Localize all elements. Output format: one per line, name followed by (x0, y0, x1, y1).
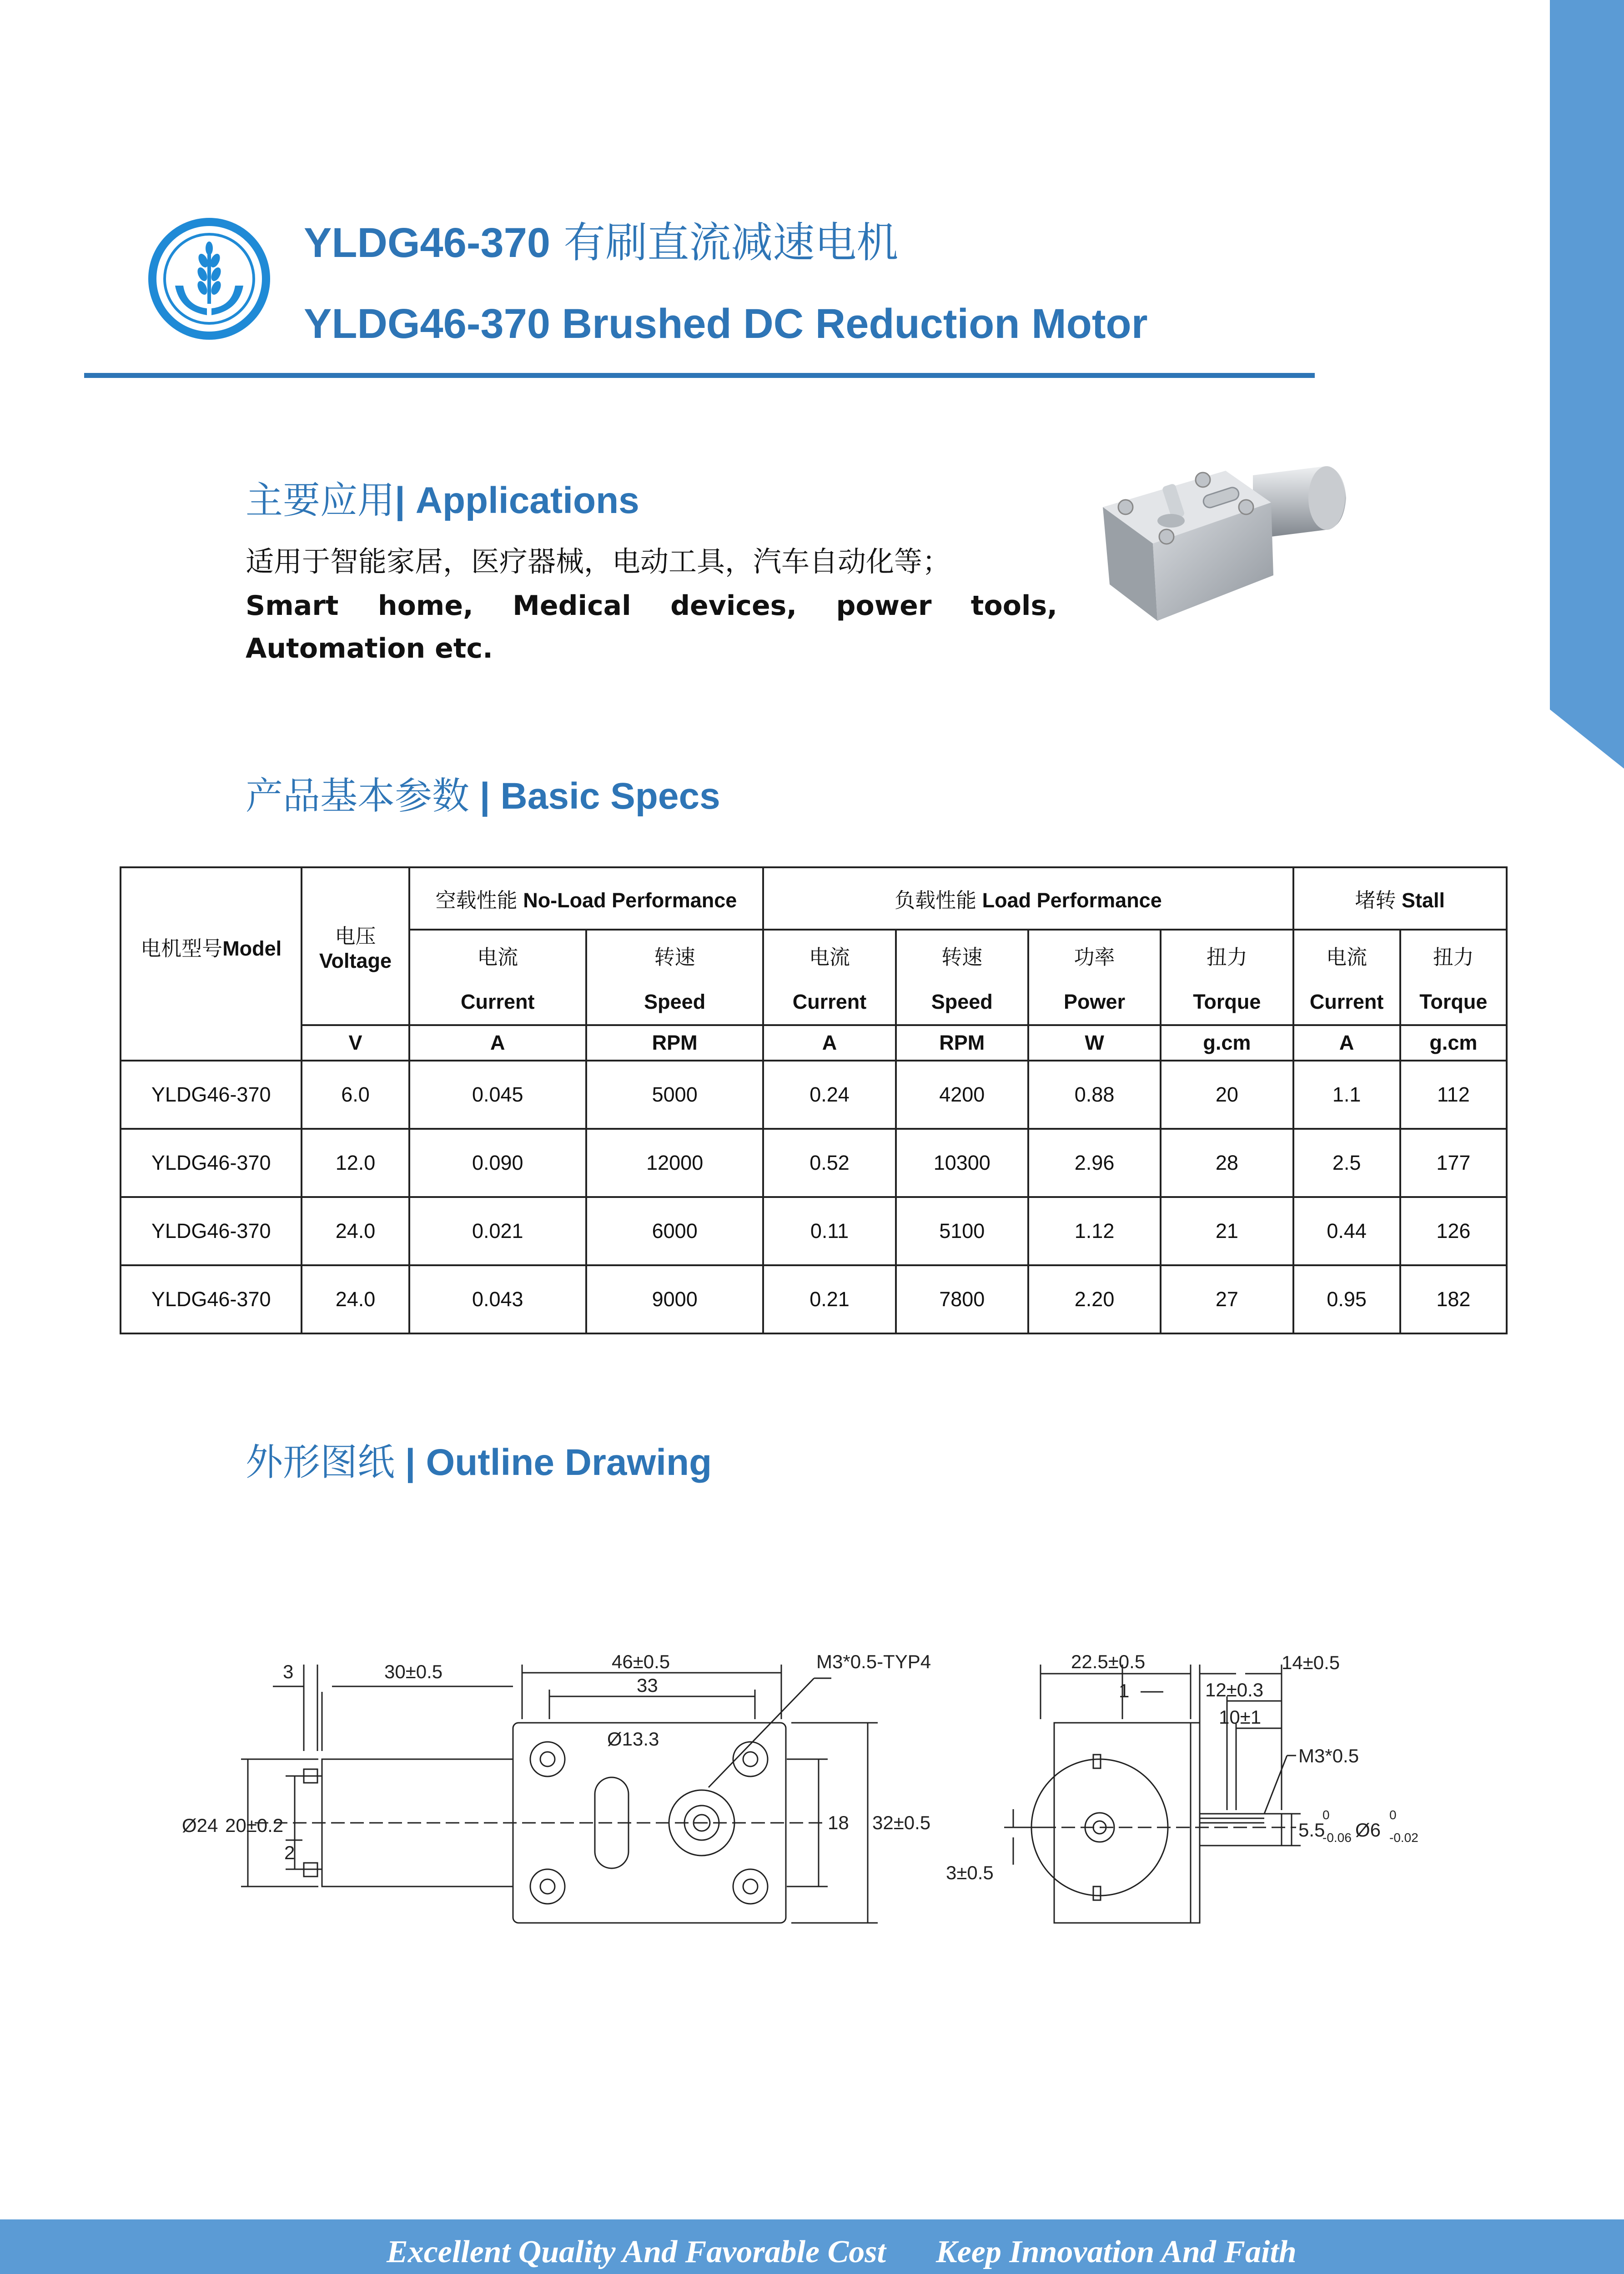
table-cell: 2.96 (1028, 1129, 1161, 1197)
table-cell: 0.95 (1293, 1265, 1400, 1333)
table-cell: 12000 (586, 1129, 763, 1197)
table-cell: 182 (1400, 1265, 1507, 1333)
subheader-en: Current (1293, 980, 1400, 1025)
table-cell: 9000 (586, 1265, 763, 1333)
table-cell: 7800 (896, 1265, 1028, 1333)
slogan-quality: Excellent Quality And Favorable Cost (387, 2234, 886, 2269)
table-cell: 0.44 (1293, 1197, 1400, 1265)
applications-text-cn: 适用于智能家居，医疗器械，电动工具，汽车自动化等； (246, 545, 951, 578)
title-english: YLDG46-370 Brushed DC Reduction Motor (304, 301, 1148, 347)
subheader-cn: 功率 (1028, 930, 1161, 980)
subheader-cn: 扭力 (1161, 930, 1293, 980)
outline-drawing (182, 1646, 1433, 1928)
dim-12: 12±0.3 (1205, 1679, 1264, 1700)
subheader-en: Current (409, 980, 586, 1025)
table-cell: 0.11 (763, 1197, 895, 1265)
table-row (121, 1197, 1507, 1265)
dim-13: Ø13.3 (607, 1728, 659, 1750)
table-cell: 0.88 (1028, 1061, 1161, 1129)
unit-cell: A (409, 1025, 586, 1061)
table-cell: 2.5 (1293, 1129, 1400, 1197)
table-cell: 21 (1161, 1197, 1293, 1265)
table-cell: 6000 (586, 1197, 763, 1265)
table-cell: 1.1 (1293, 1061, 1400, 1129)
applications-heading: 主要应用| Applications (246, 479, 639, 522)
dim-1: 1 (1119, 1680, 1130, 1701)
dim-46: 46±0.5 (612, 1651, 670, 1672)
table-cell: 0.24 (763, 1061, 895, 1129)
dim-18: 18 (828, 1812, 849, 1833)
dim-24: Ø24 (182, 1815, 218, 1836)
unit-cell: A (763, 1025, 895, 1061)
col-model-header: 电机型号Model (121, 867, 302, 1025)
dim-33: 33 (637, 1675, 658, 1696)
dim-6-lower-tol: -0.02 (1389, 1831, 1418, 1845)
table-cell: YLDG46-370 (121, 1061, 302, 1129)
dim-55-upper-tol: 0 (1322, 1808, 1330, 1822)
table-cell: 2.20 (1028, 1265, 1161, 1333)
unit-cell: g.cm (1400, 1025, 1507, 1061)
subheader-cn: 转速 (896, 930, 1028, 980)
subheader-cn: 转速 (586, 930, 763, 980)
table-row (121, 1129, 1507, 1197)
unit-cell-empty (121, 1025, 302, 1061)
slogan-innovation: Keep Innovation And Faith (936, 2234, 1297, 2269)
table-cell: 177 (1400, 1129, 1507, 1197)
dim-6-upper-tol: 0 (1389, 1808, 1397, 1822)
specs-heading: 产品基本参数 | Basic Specs (246, 775, 720, 818)
table-cell: 24.0 (302, 1197, 409, 1265)
dim-55: 5.5 (1298, 1819, 1325, 1841)
table-row (121, 1061, 1507, 1129)
table-cell: 112 (1400, 1061, 1507, 1129)
table-cell: 1.12 (1028, 1197, 1161, 1265)
stall-group-header: 堵转 Stall (1293, 867, 1507, 930)
table-cell: 0.045 (409, 1061, 586, 1129)
dim-305: 3±0.5 (946, 1862, 994, 1883)
table-cell: 126 (1400, 1197, 1507, 1265)
table-cell: 28 (1161, 1129, 1293, 1197)
table-cell: 20 (1161, 1061, 1293, 1129)
subheader-en: Speed (896, 980, 1028, 1025)
title-chinese: YLDG46-370 有刷直流减速电机 (304, 218, 899, 267)
subheader-cn: 电流 (409, 930, 586, 980)
table-cell: 4200 (896, 1061, 1028, 1129)
subheader-en: Speed (586, 980, 763, 1025)
dim-m3typ: M3*0.5-TYP4 (816, 1651, 931, 1672)
company-logo (148, 217, 271, 340)
dim-32: 32±0.5 (872, 1812, 931, 1833)
specs-table (120, 866, 1508, 1334)
load-group-header: 负载性能 Load Performance (763, 867, 1293, 930)
dim-14: 14±0.5 (1282, 1652, 1340, 1673)
table-cell: YLDG46-370 (121, 1129, 302, 1197)
subheader-en: Torque (1400, 980, 1507, 1025)
footer-slogan (387, 2234, 1297, 2270)
unit-cell: RPM (896, 1025, 1028, 1061)
table-cell: YLDG46-370 (121, 1265, 302, 1333)
subheader-en: Torque (1161, 980, 1293, 1025)
table-cell: 6.0 (302, 1061, 409, 1129)
unit-cell: A (1293, 1025, 1400, 1061)
dim-20: 20±0.2 (225, 1815, 284, 1836)
unit-cell: W (1028, 1025, 1161, 1061)
title-divider (84, 373, 1315, 378)
col-voltage-header: 电压 Voltage (302, 867, 409, 1025)
table-cell: 0.090 (409, 1129, 586, 1197)
table-cell: 12.0 (302, 1129, 409, 1197)
side-accent-band (1550, 0, 1624, 769)
table-cell: 5100 (896, 1197, 1028, 1265)
table-cell: 0.043 (409, 1265, 586, 1333)
subheader-cn: 电流 (1293, 930, 1400, 980)
table-cell: 0.021 (409, 1197, 586, 1265)
dim-3: 3 (283, 1661, 294, 1682)
table-row (121, 1265, 1507, 1333)
subheader-cn: 扭力 (1400, 930, 1507, 980)
dim-225: 22.5±0.5 (1071, 1651, 1146, 1672)
table-cell: 27 (1161, 1265, 1293, 1333)
unit-cell: RPM (586, 1025, 763, 1061)
dim-m3: M3*0.5 (1298, 1745, 1359, 1766)
table-cell: 0.52 (763, 1129, 895, 1197)
table-cell: YLDG46-370 (121, 1197, 302, 1265)
subheader-en: Power (1028, 980, 1161, 1025)
table-cell: 5000 (586, 1061, 763, 1129)
dim-55-lower-tol: -0.06 (1322, 1831, 1352, 1845)
table-cell: 10300 (896, 1129, 1028, 1197)
outline-heading: 外形图纸 | Outline Drawing (246, 1441, 712, 1484)
dim-10: 10±1 (1219, 1706, 1262, 1728)
product-photo (1089, 448, 1353, 648)
subheader-cn: 电流 (763, 930, 895, 980)
unit-cell: V (302, 1025, 409, 1061)
unit-cell: g.cm (1161, 1025, 1293, 1061)
dim-30: 30±0.5 (384, 1661, 443, 1682)
dim-2: 2 (284, 1842, 295, 1863)
subheader-en: Current (763, 980, 895, 1025)
applications-text-en: Smart home, Medical devices, power tools, Automation etc. (246, 590, 1057, 664)
table-cell: 24.0 (302, 1265, 409, 1333)
dim-6: Ø6 (1355, 1819, 1381, 1841)
table-cell: 0.21 (763, 1265, 895, 1333)
noload-group-header: 空载性能 No-Load Performance (409, 867, 764, 930)
